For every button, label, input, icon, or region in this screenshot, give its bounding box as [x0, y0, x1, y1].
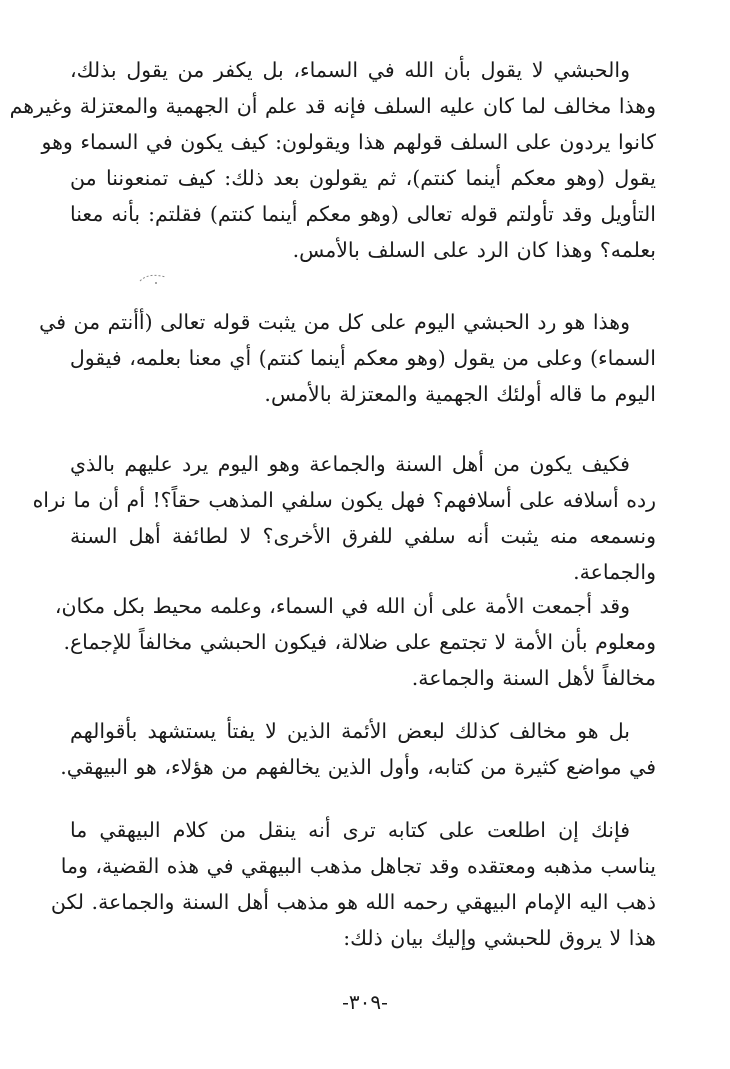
paragraph-4-line-2: ومعلوم بأن الأمة لا تجتمع على ضلالة، فيكون الحبشي مخالفاً للإجماع.	[63, 630, 656, 654]
paragraph-4-line-1: وقد أجمعت الأمة على أن الله في السماء، وعلمه محيط بكل مكان،	[54, 594, 630, 618]
paragraph-2-line-1: وهذا هو رد الحبشي اليوم على كل من يثبت قوله تعالى (أأنتم من في	[39, 310, 630, 334]
paragraph-1-line-3: كانوا يردون على السلف قولهم هذا ويقولون: كيف يكون في السماء وهو	[41, 130, 656, 154]
paragraph-3	[32, 446, 656, 590]
paragraph-3-line-4: والجماعة.	[573, 560, 656, 584]
paragraph-1-line-5: التأويل وقد تأولتم قوله تعالى (وهو معكم أينما كنتم) فقلتم: بأنه معنا	[70, 202, 656, 226]
paragraph-1-line-1: والحبشي لا يقول بأن الله في السماء، بل يكفر من يقول بذلك،	[70, 58, 630, 82]
paragraph-6-line-4: هذا لا يروق للحبشي وإليك بيان ذلك:	[343, 926, 656, 950]
paragraph-2-line-2: السماء) وعلى من يقول (وهو معكم أينما كنتم) أي معنا بعلمه، فيقول	[69, 346, 656, 370]
page-number: -٣٠٩-	[342, 990, 388, 1014]
paragraph-3-line-2: رده أسلافه على أسلافهم؟ فهل يكون سلفي المذهب حقاً؟! أم أن ما نراه	[32, 488, 656, 512]
paragraph-4	[54, 588, 656, 696]
paragraph-1-line-4: يقول (وهو معكم أينما كنتم)، ثم يقولون بعد ذلك: كيف تمنعوننا من	[70, 166, 656, 190]
paragraph-5-line-1: بل هو مخالف كذلك لبعض الأئمة الذين لا يفتأ يستشهد بأقوالهم	[70, 719, 630, 743]
paragraph-6-line-3: ذهب اليه الإمام البيهقي رحمه الله هو مذهب أهل السنة والجماعة. لكن	[50, 890, 656, 914]
paragraph-2-line-3: اليوم ما قاله أولئك الجهمية والمعتزلة بالأمس.	[264, 382, 656, 406]
paragraph-1-line-2: وهذا مخالف لما كان عليه السلف فإنه قد علم أن الجهمية والمعتزلة وغيرهم	[9, 94, 656, 118]
paragraph-3-line-3: ونسمعه منه يثبت أنه سلفي للفرق الأخرى؟ لا لطائفة أهل السنة	[70, 524, 656, 548]
paragraph-1-line-6: بعلمه؟ وهذا كان الرد على السلف بالأمس.	[292, 238, 656, 262]
paragraph-3-line-1: فكيف يكون من أهل السنة والجماعة وهو اليوم يرد عليهم بالذي	[70, 452, 630, 476]
paragraph-5	[60, 713, 656, 785]
paragraph-5-line-2: في مواضع كثيرة من كتابه، وأول الذين يخالفهم من هؤلاء، هو البيهقي.	[60, 755, 656, 779]
ink-mark	[136, 272, 172, 286]
paragraph-6-line-1: فإنك إن اطلعت على كتابه ترى أنه ينقل من كلام البيهقي ما	[70, 818, 630, 842]
paragraph-4-line-3: مخالفاً لأهل السنة والجماعة.	[411, 666, 656, 690]
paragraph-6	[50, 812, 656, 956]
paragraph-1	[9, 52, 656, 268]
paragraph-2	[39, 304, 656, 412]
paragraph-6-line-2: يناسب مذهبه ومعتقده وقد تجاهل مذهب البيهقي في هذه القضية، وما	[60, 854, 656, 878]
